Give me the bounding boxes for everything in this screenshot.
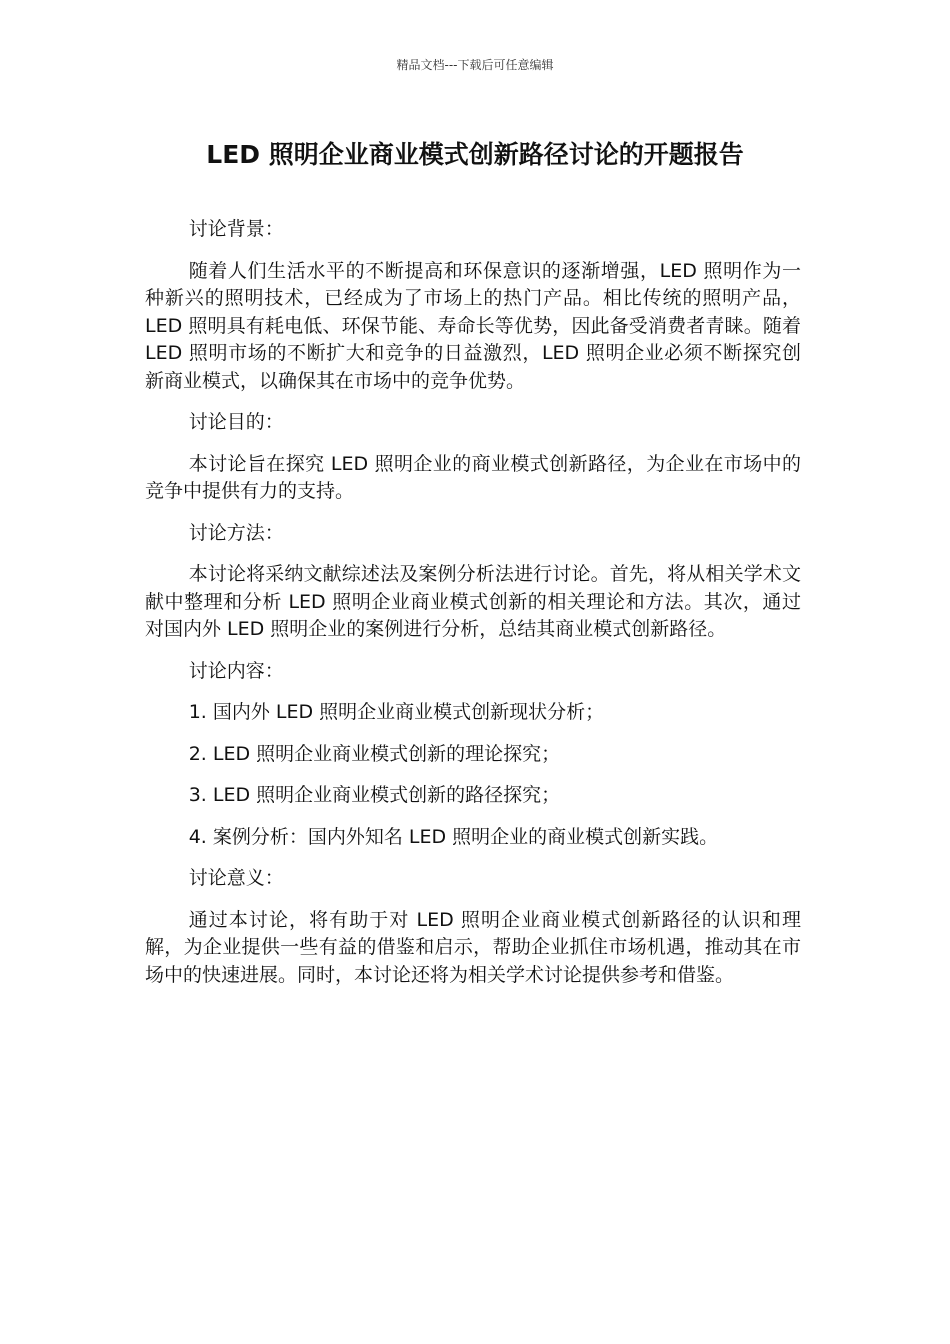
content-list-item: 2. LED 照明企业商业模式创新的理论探究； (188, 742, 561, 765)
section-heading-content: 讨论内容： (188, 659, 284, 682)
document-title: LED 照明企业商业模式创新路径讨论的开题报告 (206, 140, 744, 169)
section-body-purpose: 本讨论旨在探究 LED 照明企业的商业模式创新路径，为企业在市场中的竞争中提供有力的支持。 (145, 452, 801, 502)
content-list-item: 4. 案例分析：国内外知名 LED 照明企业的商业模式创新实践。 (188, 825, 719, 848)
content-list-item: 3. LED 照明企业商业模式创新的路径探究； (188, 784, 561, 806)
section-heading-significance: 讨论意义： (188, 867, 284, 889)
content-list-item: 1. 国内外 LED 照明企业商业模式创新现状分析； (188, 701, 605, 723)
section-body-significance: 通过本讨论，将有助于对 LED 照明企业商业模式创新路径的认识和理解，为企业提供一些有益的借鉴和启示，帮助企业抓住市场机遇，推动其在市场中的快速进展。同时，本讨论还将为相关学术讨论提供参考和借鉴。 (145, 908, 801, 986)
section-body-background: 随着人们生活水平的不断提高和环保意识的逐渐增强，LED 照明作为一种新兴的照明技术，已经成为了市场上的热门产品。相比传统的照明产品，LED 照明具有耗电低、环保节能、寿命长等优势，因此备受消费者青睐。随着 LED 照明市场的不断扩大和竞争的日益激烈，LED 照明企业必须不断探究创新商业模式，以确保其在市场中的竞争优势。 (145, 259, 801, 392)
page-header: 精品文档---下载后可任意编辑 (396, 58, 554, 72)
document-body (145, 216, 801, 1003)
section-heading-purpose: 讨论目的： (188, 411, 284, 433)
section-body-method: 本讨论将采纳文献综述法及案例分析法进行讨论。首先，将从相关学术文献中整理和分析 LED 照明企业商业模式创新的相关理论和方法。其次，通过对国内外 LED 照明企业的案例进行分析，总结其商业模式创新路径。 (145, 563, 801, 640)
section-heading-method: 讨论方法： (188, 521, 284, 544)
section-heading-background: 讨论背景： (188, 218, 284, 240)
